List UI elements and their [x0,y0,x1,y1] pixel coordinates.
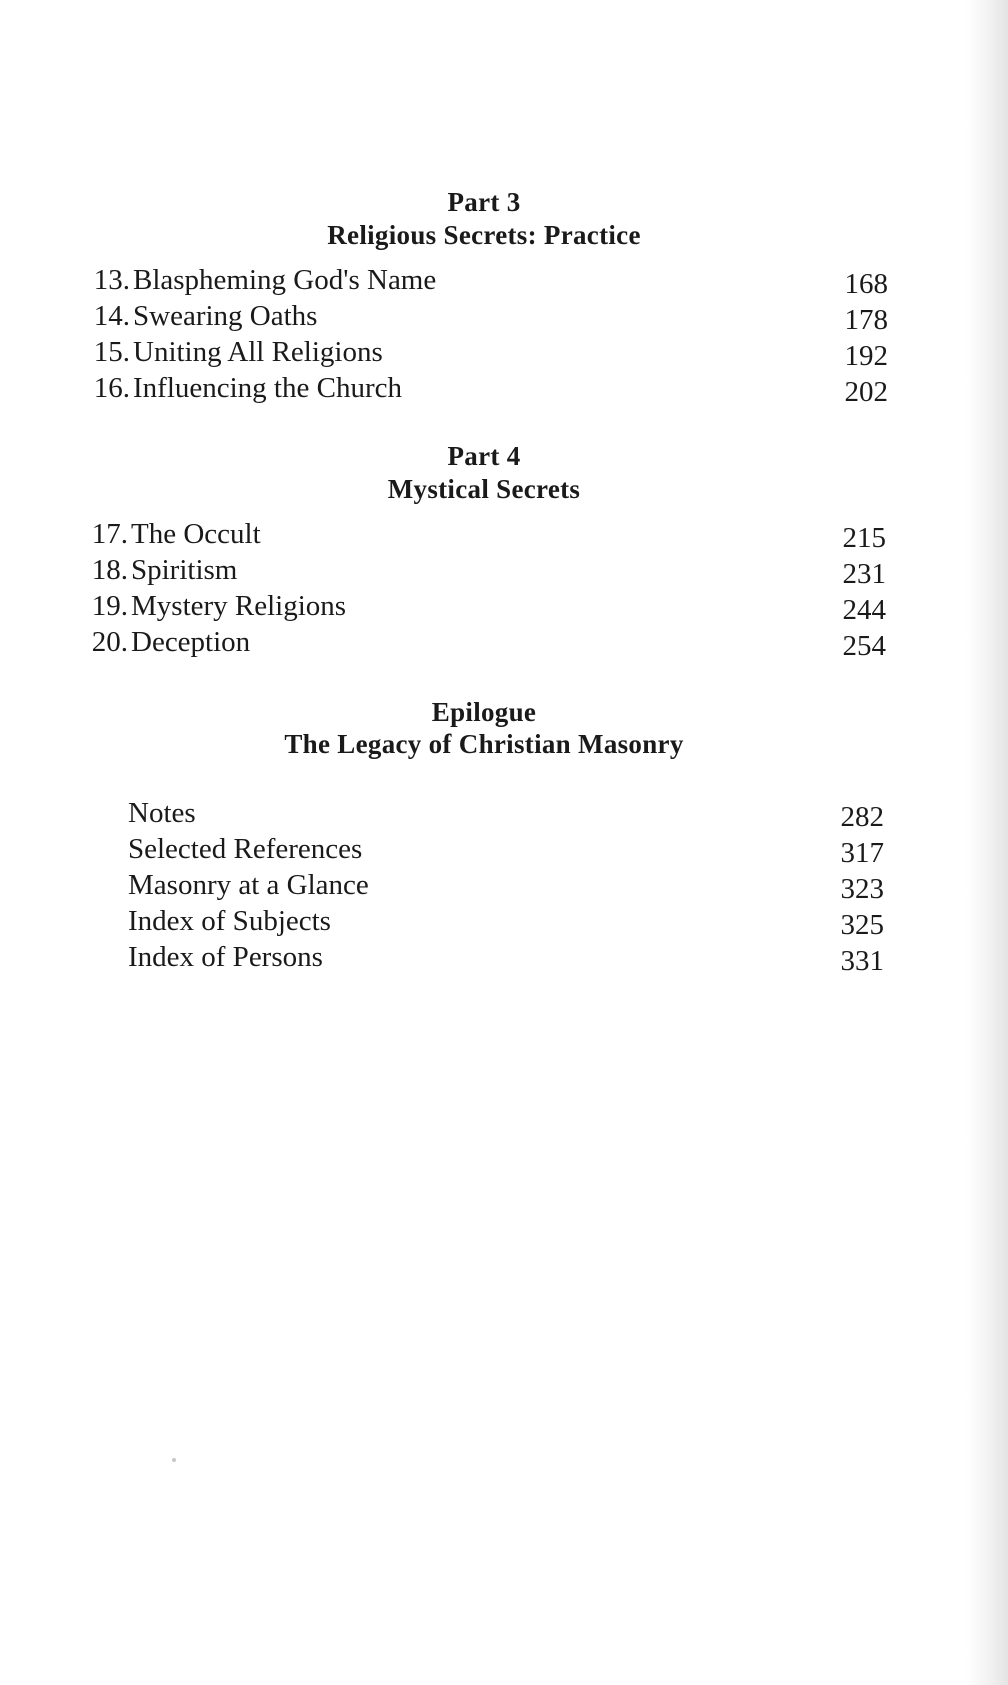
page-edge-shadow [966,0,1008,1685]
back-matter-entry[interactable] [128,831,884,867]
chapter-title: Influencing the Church [133,372,402,404]
chapter-number: 17. [91,518,128,550]
chapter-title: Uniting All Religions [133,336,383,368]
chapter-number: 14. [93,300,130,332]
chapter-title: Blaspheming God's Name [133,264,437,296]
page-number: 323 [840,873,884,905]
page-number: 282 [840,801,884,833]
page-number: 317 [840,837,884,869]
chapter-title: Deception [131,626,251,658]
toc-entry[interactable] [78,624,886,660]
page-number: 244 [842,594,886,626]
page-number: 168 [844,268,888,300]
chapter-number: 19. [91,590,128,622]
chapter-title: Swearing Oaths [133,300,318,332]
toc-entry[interactable] [78,588,886,624]
back-matter-entry[interactable] [128,903,884,939]
chapter-number: 16. [93,372,130,404]
part-4-title: Mystical Secrets [387,474,581,504]
part-3-title: Religious Secrets: Practice [327,220,641,250]
back-matter-title: Notes [128,797,196,829]
part-3-label: Part 3 [447,187,521,217]
back-matter-title: Index of Persons [128,941,323,973]
toc-entry[interactable] [78,552,886,588]
epilogue-title: The Legacy of Christian Masonry [284,729,684,759]
epilogue-label: Epilogue [431,697,537,727]
toc-entry[interactable] [80,370,888,406]
page-number: 192 [844,340,888,372]
back-matter-title: Index of Subjects [128,905,331,937]
chapter-number: 18. [91,554,128,586]
chapter-number: 15. [93,336,130,368]
page-number: 231 [842,558,886,590]
back-matter-title: Selected References [128,833,363,865]
toc-entry[interactable] [80,334,888,370]
chapter-number: 20. [91,626,128,658]
paper-speck [172,1458,176,1462]
toc-entry[interactable] [80,298,888,334]
chapter-number: 13. [93,264,130,296]
toc-entry[interactable] [78,516,886,552]
chapter-title: The Occult [131,518,261,550]
page-number: 254 [842,630,886,662]
toc-entry[interactable] [80,262,888,298]
page-number: 325 [840,909,884,941]
page-number: 202 [844,376,888,408]
back-matter-entry[interactable] [128,939,884,975]
back-matter-entry[interactable] [128,867,884,903]
page-number: 331 [840,945,884,977]
back-matter-entry[interactable] [128,795,884,831]
back-matter-title: Masonry at a Glance [128,869,369,901]
page-number: 178 [844,304,888,336]
chapter-title: Mystery Religions [131,590,347,622]
chapter-title: Spiritism [131,554,238,586]
part-4-label: Part 4 [447,441,521,471]
page-number: 215 [842,522,886,554]
